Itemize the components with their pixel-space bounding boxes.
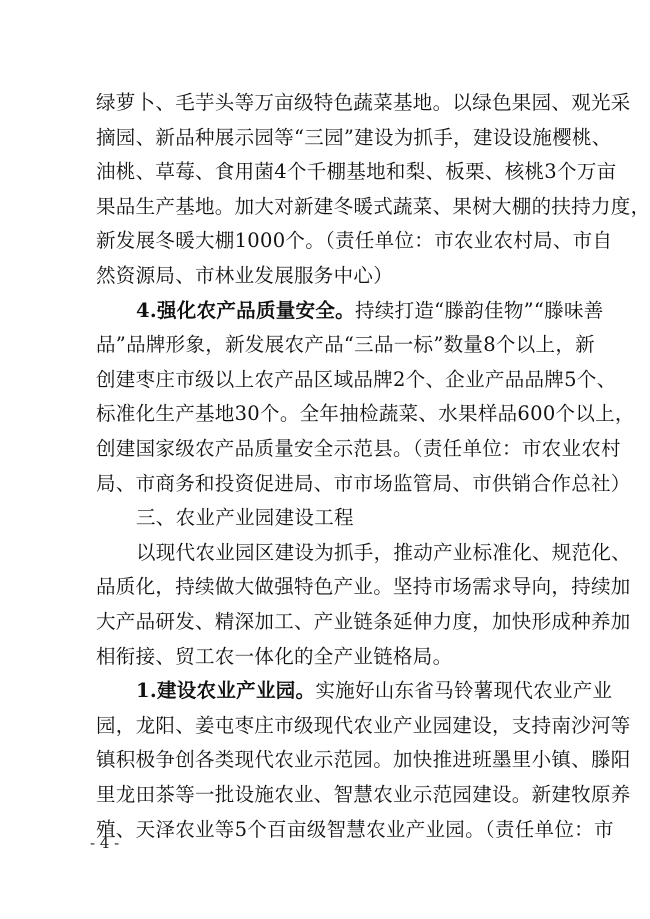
section-1-title: 1.建设农业产业园。 <box>136 679 316 703</box>
paragraph-line: 以现代农业园区建设为抓手，推动产业标准化、规范化、 <box>136 540 632 564</box>
paragraph-line: 殖、天泽农业等5个百亩级智慧农业产业园。（责任单位：市 <box>96 817 614 841</box>
section-4-title: 4.强化农产品质量安全。 <box>136 298 355 322</box>
section-1-text: 实施好山东省马铃薯现代农业产业 <box>315 679 613 703</box>
section-4-text: 持续打造“滕韵佳物”“滕味善 <box>354 298 604 322</box>
paragraph-line: 相衔接、贸工农一体化的全产业链格局。 <box>96 644 453 668</box>
paragraph-line: 局、市商务和投资促进局、市市场监管局、市供销合作总社） <box>96 471 631 495</box>
page-number: - 4 - <box>90 834 120 852</box>
paragraph-line: 品质化，持续做大做强特色产业。坚持市场需求导向，持续加 <box>96 575 631 599</box>
paragraph-line: 绿萝卜、毛芋头等万亩级特色蔬菜基地。以绿色果园、观光采 <box>96 91 631 114</box>
paragraph-line: 油桃、草莓、食用菌4个千棚基地和梨、板栗、核桃3个万亩 <box>96 160 617 184</box>
section-1-first-line <box>136 678 613 704</box>
paragraph-line: 镇积极争创各类现代农业示范园。加快推进班墨里小镇、滕阳 <box>96 748 631 772</box>
paragraph-line: 创建国家级农产品质量安全示范县。（责任单位：市农业农村 <box>96 437 621 460</box>
paragraph-line: 创建枣庄市级以上农产品区域品牌2个、企业产品品牌5个、 <box>96 367 617 391</box>
paragraph-line: 园，龙阳、姜屯枣庄市级现代农业产业园建设，支持南沙河等 <box>96 713 631 737</box>
paragraph-line: 品”品牌形象，新发展农产品“三品一标”数量8个以上，新 <box>96 333 595 357</box>
section-heading: 三、农业产业园建设工程 <box>136 506 354 530</box>
paragraph-line: 果品生产基地。加大对新建冬暖式蔬菜、果树大棚的扶持力度， <box>96 194 650 218</box>
paragraph-line: 然资源局、市林业发展服务中心） <box>96 264 394 287</box>
paragraph-line: 标准化生产基地30个。全年抽检蔬菜、水果样品600个以上， <box>96 402 635 426</box>
section-4-first-line <box>136 298 604 324</box>
paragraph-line: 里龙田茶等一批设施农业、智慧农业示范园建设。新建牧原养 <box>96 783 631 806</box>
paragraph-line: 新发展冬暖大棚1000个。（责任单位：市农业农村局、市自 <box>96 229 613 253</box>
paragraph-line: 摘园、新品种展示园等“三园”建设为抓手，建设设施樱桃、 <box>96 125 612 149</box>
paragraph-line: 大产品研发、精深加工、产业链条延伸力度，加快形成种养加 <box>96 610 631 633</box>
